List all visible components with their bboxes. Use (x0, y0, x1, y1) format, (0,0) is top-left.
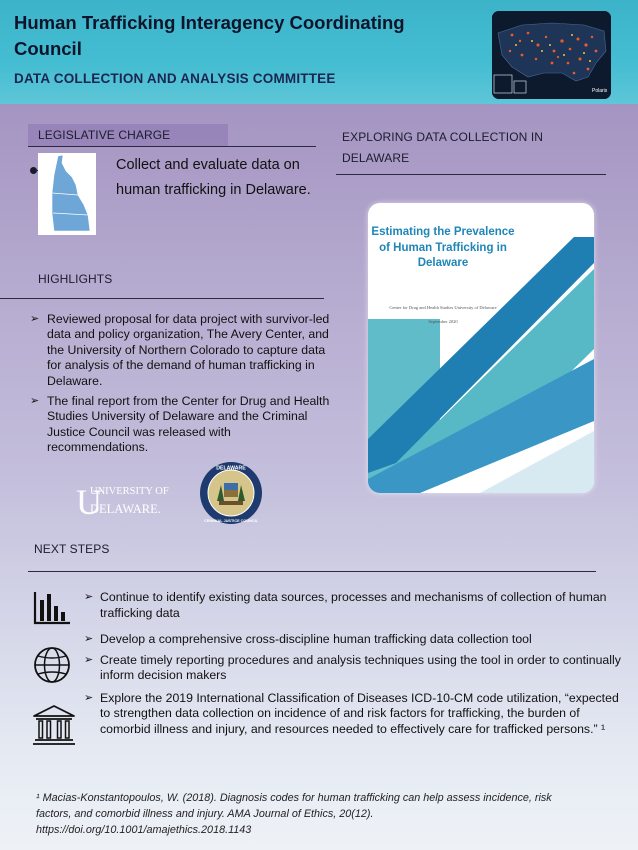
next-steps-list (84, 590, 624, 737)
highlight-item: ➢ The final report from the Center for Drug and Health Studies University of Delaware and the Criminal Justice Council was released with recommendations. (30, 394, 330, 456)
highlight-item: ➢ Reviewed proposal for data project with survivor-led data and policy organization, The Avery Center, and the University of Northern Colorado to capture data for analysis of the demand of human trafficking in Delaware. (30, 312, 330, 389)
criminal-justice-council-seal (199, 461, 263, 525)
report-publisher: Center for Drug and Health Studies University of Delaware (389, 305, 497, 310)
divider (28, 146, 316, 147)
svg-text:U: U (76, 482, 102, 522)
university-of-delaware-logo (76, 480, 174, 524)
committee-subtitle: DATA COLLECTION AND ANALYSIS COMMITTEE (14, 71, 336, 86)
globe-icon (32, 645, 72, 685)
divider (336, 174, 606, 175)
page-title: Human Trafficking Interagency Coordinating Council (14, 12, 405, 59)
report-cover[interactable] (368, 203, 594, 493)
ud-logo-graphic (76, 480, 174, 524)
cjc-seal-bottom-text: CRIMINAL JUSTICE COUNCIL (204, 519, 258, 523)
delaware-map (38, 153, 96, 235)
report-title: Estimating the Prevalence of Human Trafficking in Delaware (371, 226, 515, 269)
cjc-seal-graphic (199, 461, 263, 525)
highlights-label: HIGHLIGHTS (38, 272, 113, 286)
legislative-charge-label: LEGISLATIVE CHARGE (38, 128, 171, 142)
us-map-image (492, 11, 611, 99)
legislative-charge-text: Collect and evaluate data on human trafficking in Delaware. (116, 157, 311, 198)
next-step-item: ➢ Continue to identify existing data sources, processes and mechanisms of collection of human trafficking data (84, 590, 624, 621)
highlights-list (30, 312, 330, 461)
next-step-item: ➢ Create timely reporting procedures and analysis techniques using the tool in order to continually inform decision makers (84, 653, 624, 684)
next-step-item: ➢ Explore the 2019 International Classification of Diseases ICD-10-CM code utilization, “expected to strengthen data collection on incidence of and risk factors for trafficking, the burden of comorbid illness and injury, and resources needed to effectively care for trafficked persons.” ¹ (84, 691, 624, 738)
us-map-thumbnail (492, 11, 611, 99)
bar-chart-icon (32, 590, 72, 626)
next-steps-label: NEXT STEPS (34, 542, 110, 556)
ud-logo-bottom-text: DELAWARE. (90, 502, 161, 516)
footnote-citation: ¹ Macias-Konstantopoulos, W. (2018). Diagnosis codes for human trafficking can help assess incidence, risk factors, and comorbid illness and injury. AMA Journal of Ethics, 20(12). https://doi.org/10.1001/amajethics.2018.1143 (36, 792, 552, 836)
exploring-data-label: EXPLORING DATA COLLECTION IN DELAWARE (342, 130, 544, 165)
header-banner (0, 0, 638, 104)
divider (28, 571, 596, 572)
cjc-seal-top-text: DELAWARE (216, 465, 246, 472)
report-date: September 2020 (428, 319, 458, 324)
government-building-icon (32, 704, 76, 746)
ud-logo-top-text: UNIVERSITY OF (90, 486, 169, 497)
map-watermark: Polaris (592, 88, 608, 94)
next-step-item: ➢ Develop a comprehensive cross-discipline human trafficking data collection tool (84, 632, 624, 648)
delaware-shape-icon (38, 153, 96, 235)
divider (0, 298, 324, 299)
